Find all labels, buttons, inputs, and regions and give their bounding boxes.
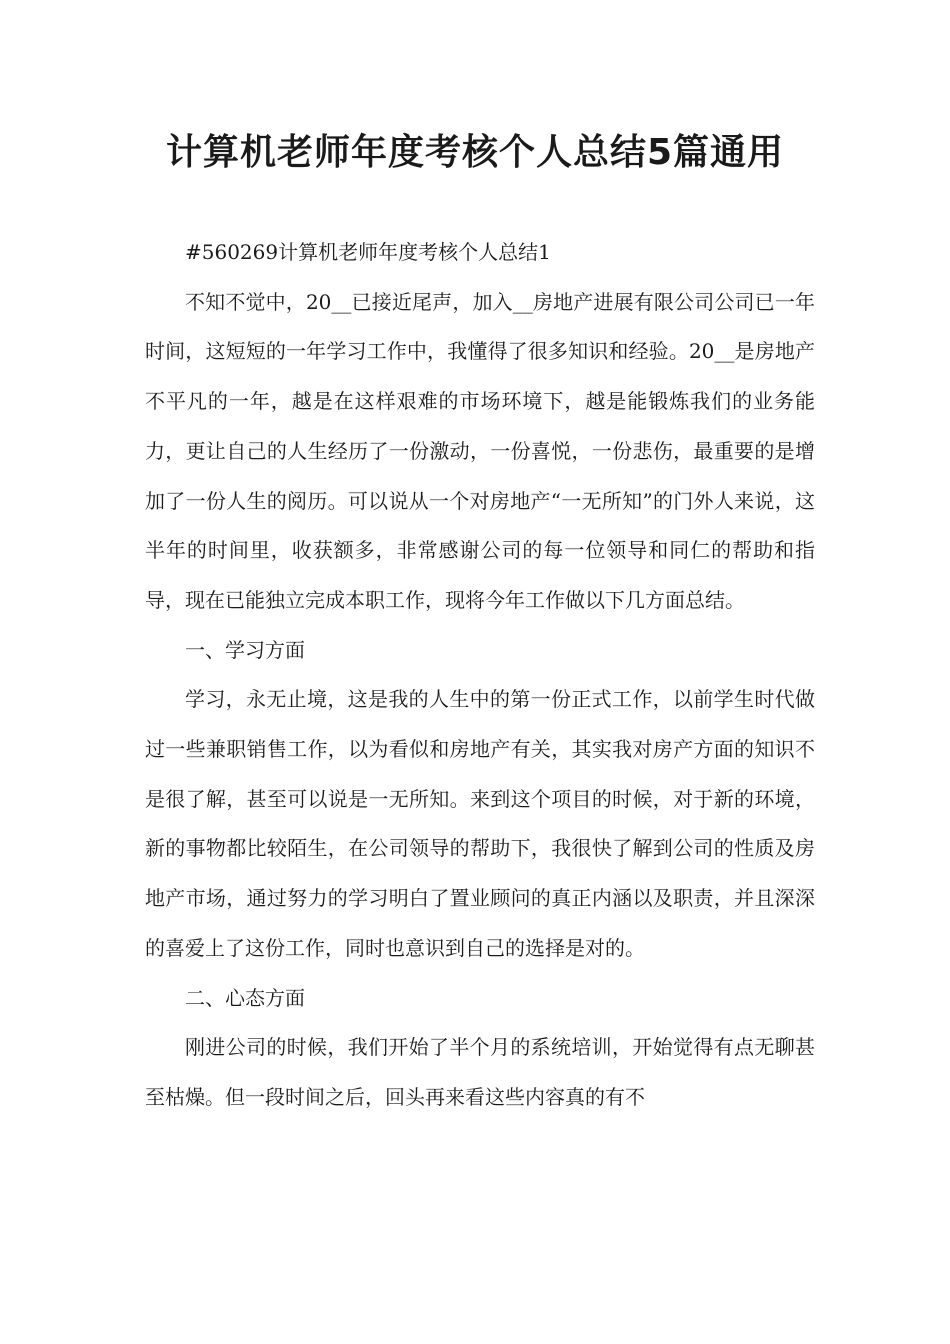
paragraph-study: 学习，永无止境，这是我的人生中的第一份正式工作，以前学生时代做过一些兼职销售工作，以为看似和房地产有关，其实我对房产方面的知识不是很了解，甚至可以说是一无所知。来到这个项目的时候，对于新的环境，新的事物都比较陌生，在公司领导的帮助下，我很快了解到公司的性质及房地产市场，通过努力的学习明白了置业顾问的真正内涵以及职责，并且深深的喜爱上了这份工作，同时也意识到自己的选择是对的。 <box>145 687 815 960</box>
section-heading-1: #560269计算机老师年度考核个人总结1 <box>185 240 551 264</box>
paragraph-attitude: 刚进公司的时候，我们开始了半个月的系统培训，开始觉得有点无聊甚至枯燥。但一段时间之后，回头再来看这些内容真的有不 <box>145 1035 815 1109</box>
document-title: 计算机老师年度考核个人总结5篇通用 <box>165 132 785 173</box>
subheading-attitude: 二、心态方面 <box>185 985 305 1010</box>
document-body <box>145 228 815 1123</box>
subheading-study: 一、学习方面 <box>185 637 305 662</box>
paragraph-intro: 不知不觉中，20__已接近尾声，加入__房地产进展有限公司公司已一年时间，这短短的一年学习工作中，我懂得了很多知识和经验。20__是房地产不平凡的一年，越是在这样艰难的市场环境下，越是能锻炼我们的业务能力，更让自己的人生经历了一份激动，一份喜悦，一份悲伤，最重要的是增加了一份人生的阅历。可以说从一个对房地产“一无所知”的门外人来说，这半年的时间里，收获额多，非常感谢公司的每一位领导和同仁的帮助和指导，现在已能独立完成本职工作，现将今年工作做以下几方面总结。 <box>145 289 815 612</box>
